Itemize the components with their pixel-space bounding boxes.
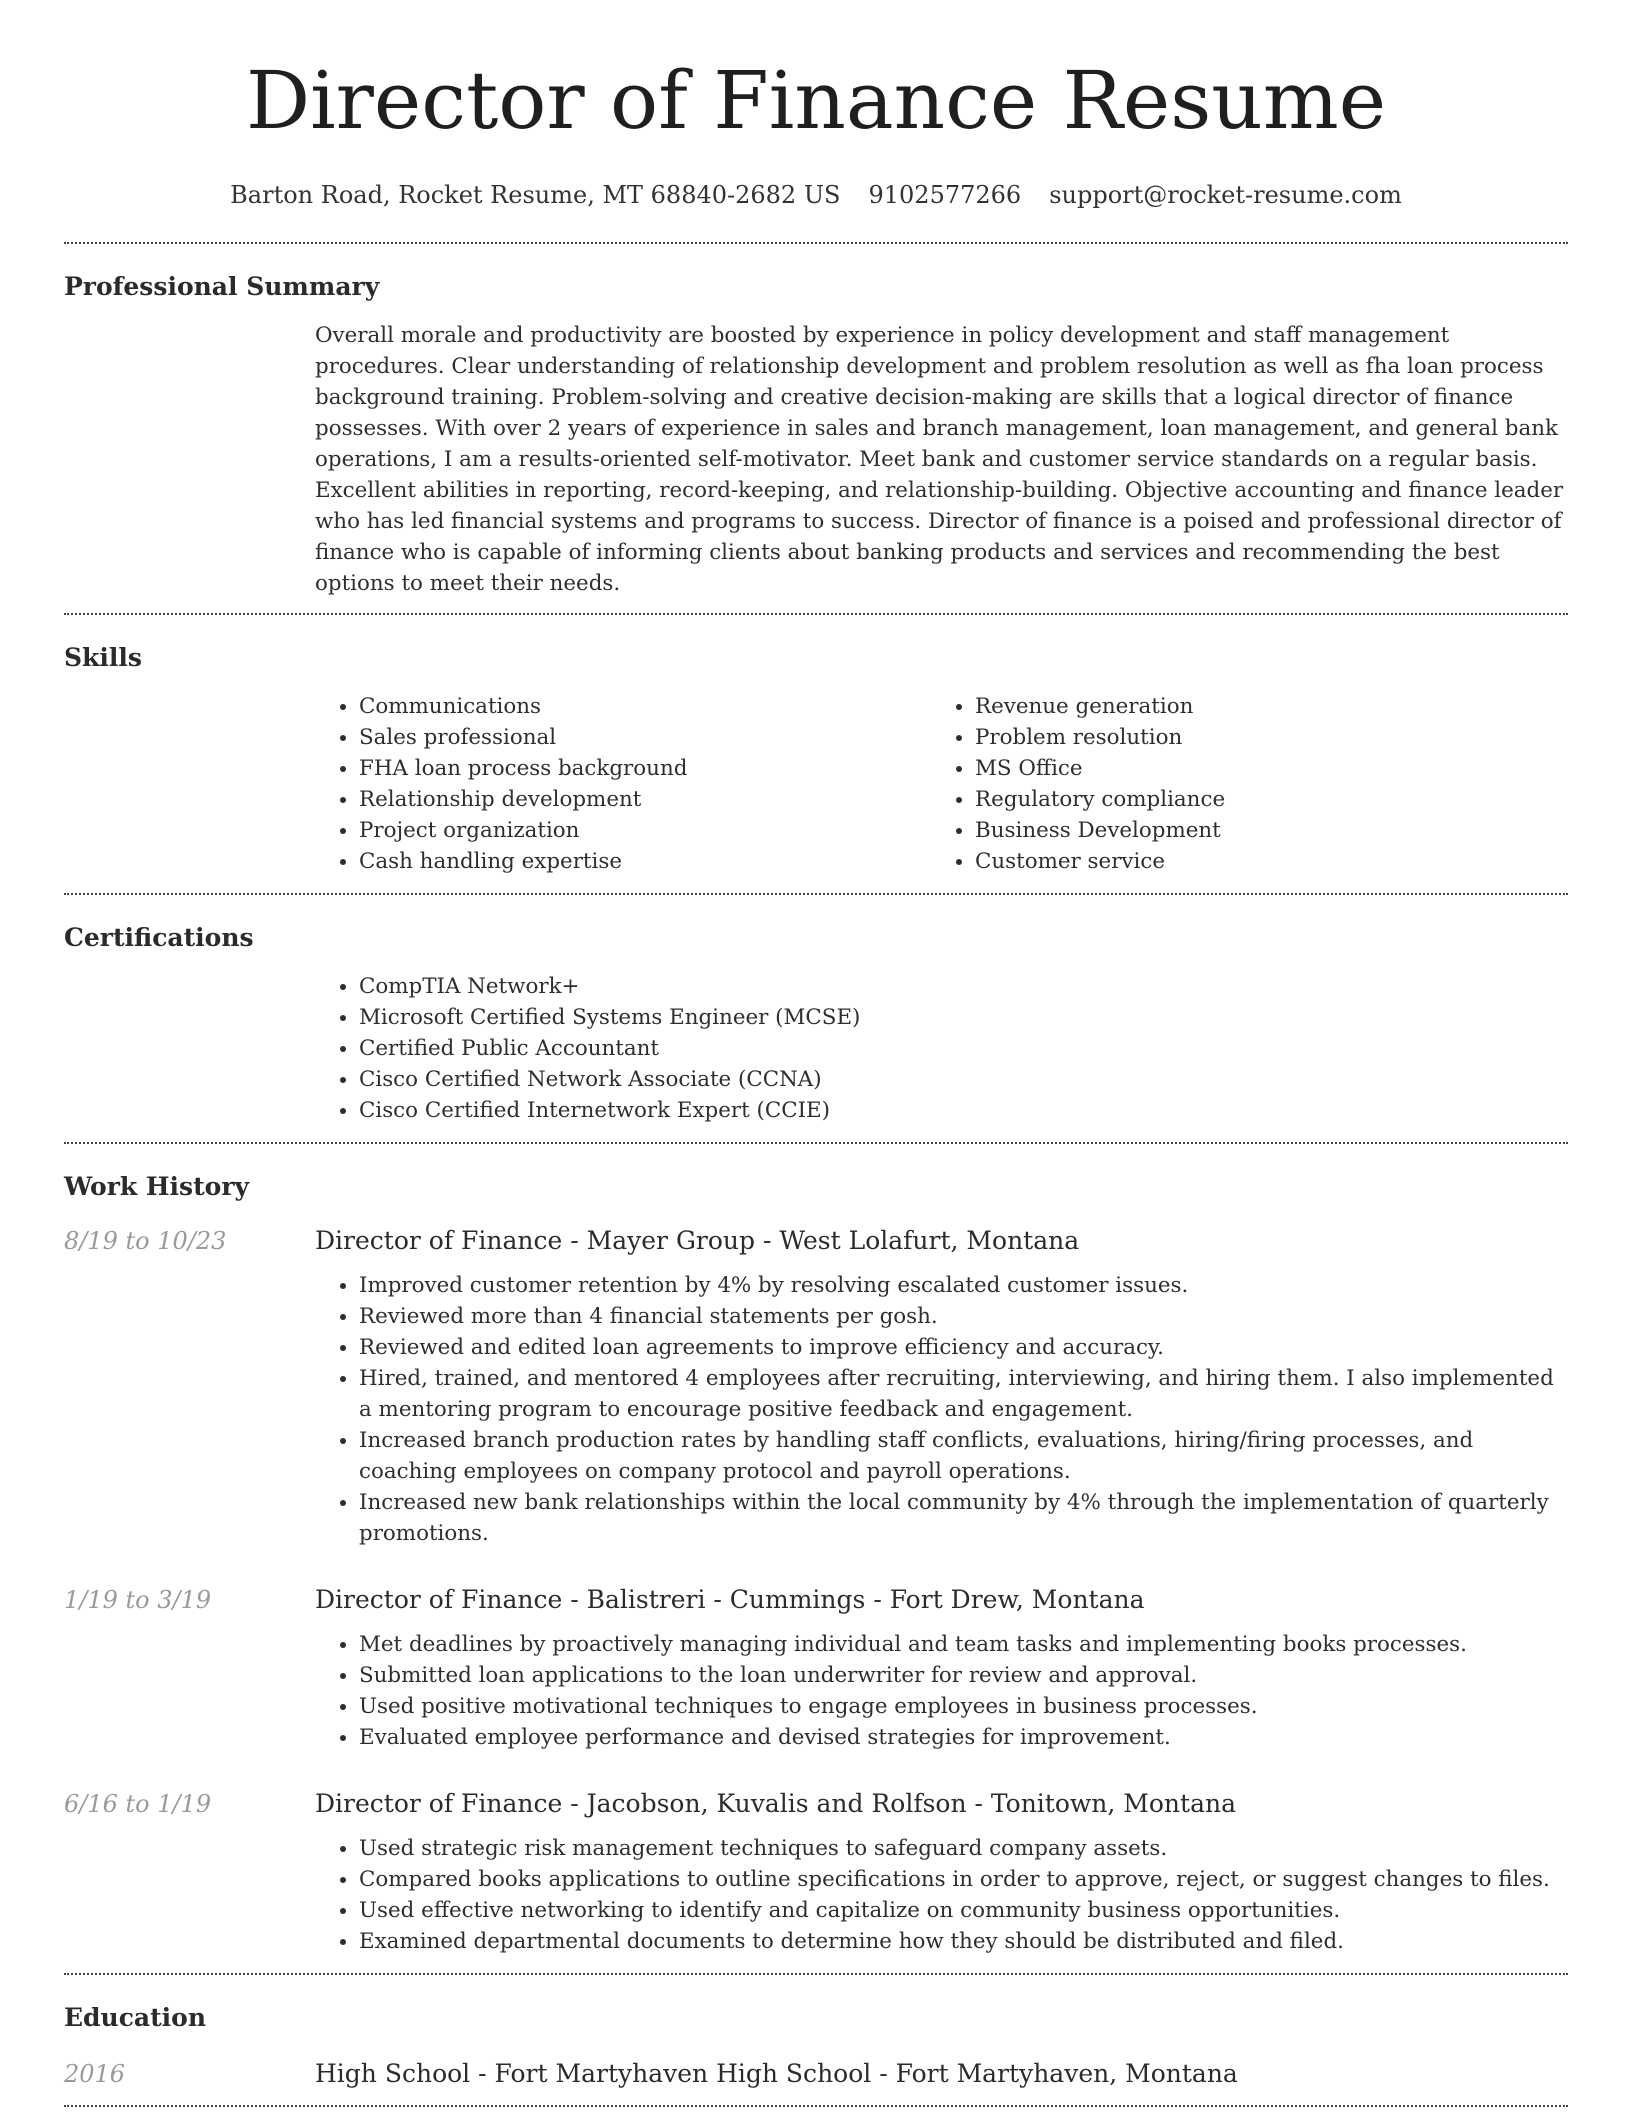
skill-item: • Revenue generation [975,691,1547,722]
job-dates: 1/19 to 3/19 [64,1586,212,1614]
work-history-section [64,1144,1568,1957]
certification-item: • Certified Public Accountant [359,1033,1568,1064]
certifications-list [315,971,1568,1126]
education-title: High School - Fort Martyhaven High School - Fort Martyhaven, Montana [315,2059,1238,2088]
job-title: Director of Finance - Balistreri - Cummings - Fort Drew, Montana [315,1585,1145,1614]
certification-item: • Microsoft Certified Systems Engineer (MCSE) [359,1002,1568,1033]
summary-section [64,244,1568,599]
job-bullet: • Used effective networking to identify and capitalize on community business opportunities. [359,1895,1568,1926]
job-bullet: • Reviewed and edited loan agreements to improve efficiency and accuracy. [359,1332,1568,1363]
contact-phone: 9102577266 [868,181,1022,209]
job-dates: 8/19 to 10/23 [64,1227,227,1255]
job-bullet: • Evaluated employee performance and devised strategies for improvement. [359,1722,1568,1753]
skill-item: • FHA loan process background [359,753,931,784]
section-divider [64,2105,1568,2107]
skill-item: • Cash handling expertise [359,846,931,877]
job-bullet: • Increased branch production rates by handling staff conflicts, evaluations, hiring/firing processes, and coaching employees on company protocol and payroll operations. [359,1425,1568,1487]
summary-text: Overall morale and productivity are boosted by experience in policy development and staff management procedures. Clear understanding of relationship development and problem resolution as well as fha loan process background training. Problem-solving and creative decision-making are skills that a logical director of finance possesses. With over 2 years of experience in sales and branch management, loan management, and general bank operations, I am a results-oriented self-motivator. Meet bank and customer service standards on a regular basis. Excellent abilities in reporting, record-keeping, and relationship-building. Objective accounting and finance leader who has led financial systems and programs to success. Director of finance is a poised and professional director of finance who is capable of informing clients about banking products and services and recommending the best options to meet their needs. [315,323,1564,596]
education-heading: Education [64,2003,207,2032]
skill-item: • Business Development [975,815,1547,846]
job-bullet: • Increased new bank relationships within the local community by 4% through the implementation of quarterly promotions. [359,1487,1568,1549]
skill-item: • Problem resolution [975,722,1547,753]
contact-email: support@rocket-resume.com [1049,181,1402,209]
certification-item: • Cisco Certified Network Associate (CCNA) [359,1064,1568,1095]
work-history-heading: Work History [64,1172,250,1201]
skill-item: • Relationship development [359,784,931,815]
skill-item: • Sales professional [359,722,931,753]
education-year: 2016 [64,2060,126,2088]
skills-heading: Skills [64,643,142,672]
skill-item: • Regulatory compliance [975,784,1547,815]
education-entry [64,2057,1568,2091]
job-bullet: • Hired, trained, and mentored 4 employees after recruiting, interviewing, and hiring them. I also implemented a mentoring program to encourage positive feedback and engagement. [359,1363,1568,1425]
contact-line [64,178,1568,212]
skill-item: • Customer service [975,846,1547,877]
job-title: Director of Finance - Jacobson, Kuvalis and Rolfson - Tonitown, Montana [315,1789,1236,1818]
certification-item: • CompTIA Network+ [359,971,1568,1002]
certification-item: • Cisco Certified Internetwork Expert (CCIE) [359,1095,1568,1126]
summary-heading: Professional Summary [64,272,380,301]
job-bullet: • Improved customer retention by 4% by resolving escalated customer issues. [359,1270,1568,1301]
skills-list-right [931,691,1547,877]
job-bullet: • Reviewed more than 4 financial statements per gosh. [359,1301,1568,1332]
job-entry [64,1224,1568,1549]
resume-title: Director of Finance Resume [245,54,1387,147]
skill-item: • Project organization [359,815,931,846]
certifications-heading: Certifications [64,923,254,952]
job-bullet: • Met deadlines by proactively managing individual and team tasks and implementing books processes. [359,1629,1568,1660]
skills-section [64,615,1568,877]
education-section [64,1975,1568,2091]
job-entry [64,1583,1568,1753]
job-bullet: • Examined departmental documents to determine how they should be distributed and filed. [359,1926,1568,1957]
certifications-section [64,895,1568,1126]
job-title: Director of Finance - Mayer Group - West Lolafurt, Montana [315,1226,1080,1255]
job-bullet: • Used positive motivational techniques to engage employees in business processes. [359,1691,1568,1722]
job-bullets [315,1270,1568,1549]
job-bullets [315,1629,1568,1753]
job-bullet: • Submitted loan applications to the loan underwriter for review and approval. [359,1660,1568,1691]
skill-item: • MS Office [975,753,1547,784]
skill-item: • Communications [359,691,931,722]
skills-list-left [315,691,931,877]
job-bullets [315,1833,1568,1957]
job-dates: 6/16 to 1/19 [64,1790,212,1818]
skills-grid [315,691,1568,877]
contact-address: Barton Road, Rocket Resume, MT 68840-2682 US [230,181,841,209]
job-bullet: • Used strategic risk management techniques to safeguard company assets. [359,1833,1568,1864]
job-entry [64,1787,1568,1957]
job-bullet: • Compared books applications to outline specifications in order to approve, reject, or suggest changes to files. [359,1864,1568,1895]
